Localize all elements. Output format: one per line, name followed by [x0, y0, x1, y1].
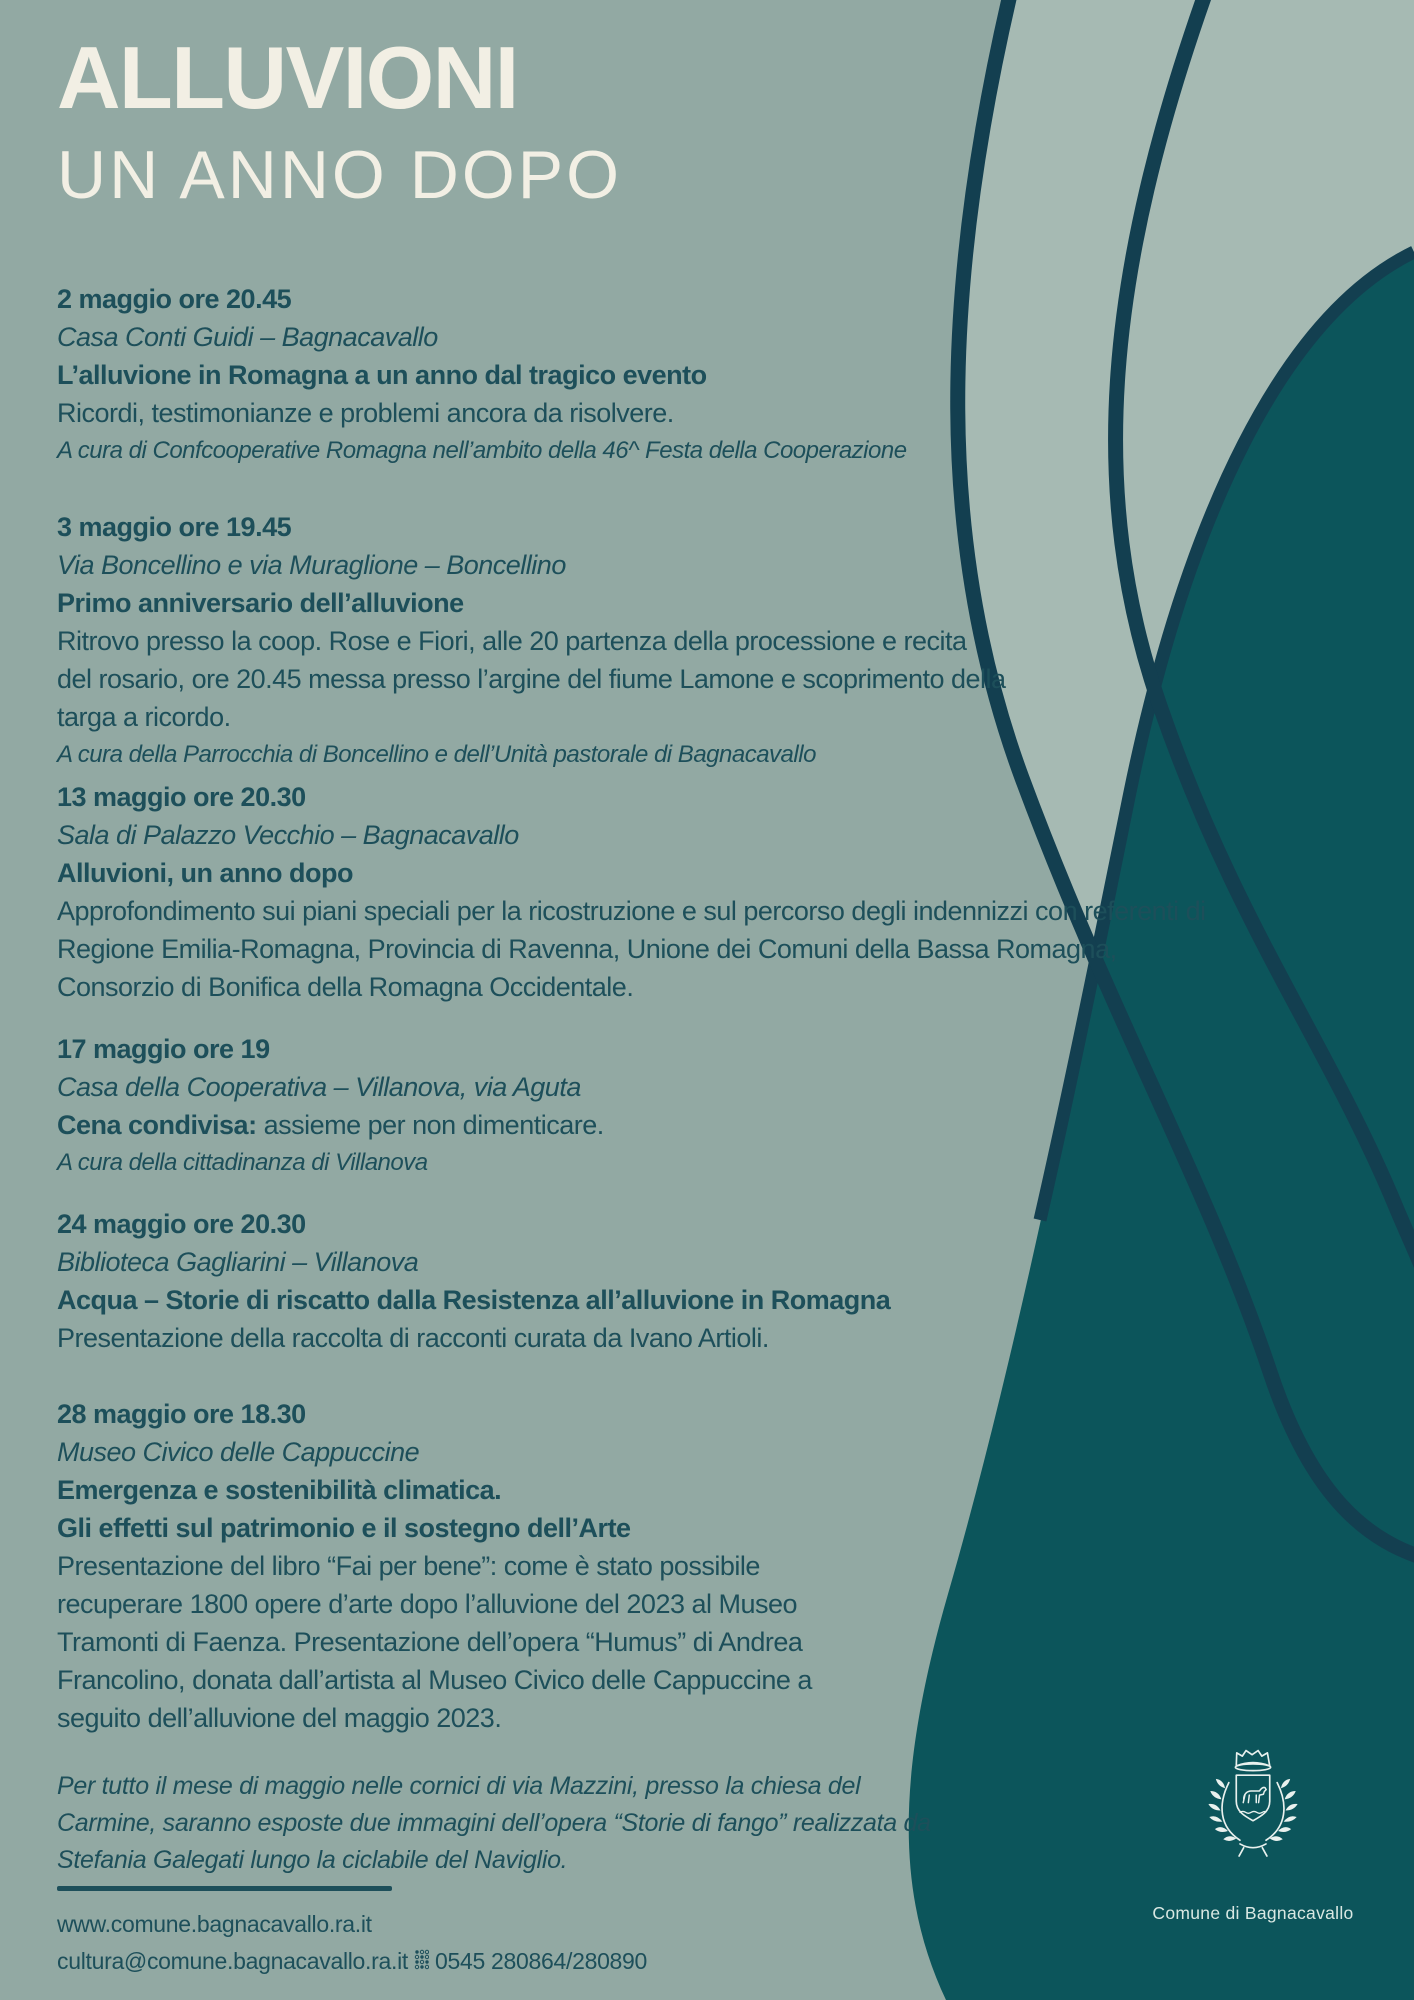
- event-curator: A cura della Parrocchia di Boncellino e dell’Unità pastorale di Bagnacavallo: [57, 741, 816, 768]
- event-curator: A cura della cittadinanza di Villanova: [57, 1149, 428, 1176]
- event-date: 3 maggio ore 19.45: [57, 512, 292, 542]
- event-venue: Museo Civico delle Cappuccine: [57, 1437, 420, 1467]
- water-waves: [1240, 1811, 1266, 1813]
- event-title: Primo anniversario dell’alluvione: [57, 588, 464, 618]
- poster-subtitle: UN ANNO DOPO: [57, 137, 622, 213]
- event-block-5: [57, 1205, 890, 1357]
- event-date: 28 maggio ore 18.30: [57, 1399, 306, 1429]
- event-description: Ricordi, testimonianze e problemi ancora da risolvere.: [57, 398, 674, 428]
- event-title-line2: Gli effetti sul patrimonio e il sostegno dell’Arte: [57, 1513, 631, 1543]
- event-title: Alluvioni, un anno dopo: [57, 858, 353, 888]
- phone-keypad-icon: [414, 1944, 429, 1981]
- event-title-rest: assieme per non dimenticare.: [256, 1110, 604, 1140]
- comune-crest-logo: [1185, 1738, 1321, 1896]
- event-block-2: [57, 508, 1007, 774]
- poster-title: ALLUVIONI: [57, 28, 518, 127]
- event-title: Cena condivisa: assieme per non dimenticare.: [57, 1110, 604, 1140]
- footer-contact-row: [57, 1943, 647, 1980]
- event-venue: Casa Conti Guidi – Bagnacavallo: [57, 322, 438, 352]
- event-title: Emergenza e sostenibilità climatica.: [57, 1475, 502, 1505]
- shield-icon: [1236, 1775, 1269, 1821]
- event-date: 2 maggio ore 20.45: [57, 284, 292, 314]
- footer-phone: 0545 280864/280890: [434, 1948, 648, 1974]
- exhibition-note: Per tutto il mese di maggio nelle cornici di via Mazzini, presso la chiesa del Carmine, saranno esposte due immagini dell’opera “Storie di fango” realizzata da Stefania Galegati lungo la ciclabile del Naviglio.: [57, 1772, 931, 1874]
- event-description: Ritrovo presso la coop. Rose e Fiori, alle 20 partenza della processione e recita del rosario, ore 20.45 messa presso l’argine del fiume Lamone e scoprimento della targa a ricordo.: [57, 626, 1006, 732]
- event-date: 24 maggio ore 20.30: [57, 1209, 306, 1239]
- event-description: Presentazione della raccolta di racconti curata da Ivano Artioli.: [57, 1323, 769, 1353]
- event-venue: Via Boncellino e via Muraglione – Boncellino: [57, 550, 566, 580]
- event-title: L’alluvione in Romagna a un anno dal tragico evento: [57, 360, 707, 390]
- footer-email: cultura@comune.bagnacavallo.ra.it: [57, 1948, 408, 1974]
- event-venue: Biblioteca Gagliarini – Villanova: [57, 1247, 419, 1277]
- event-block-4: [57, 1030, 604, 1182]
- footer-website: www.comune.bagnacavallo.ra.it: [57, 1911, 372, 1937]
- event-title: Acqua – Storie di riscatto dalla Resistenza all’alluvione in Romagna: [57, 1285, 891, 1315]
- footer: [57, 1906, 647, 1980]
- event-date: 17 maggio ore 19: [57, 1034, 270, 1064]
- event-description: Presentazione del libro “Fai per bene”: come è stato possibile recuperare 1800 opere d’arte dopo l’alluvione del 2023 al Museo Tramonti di Faenza. Presentazione dell’opera “Humus” di Andrea Francolino, donata dall’artista al Museo Civico delle Cappuccine a seguito dell’alluvione del maggio 2023.: [57, 1551, 812, 1733]
- event-curator: A cura di Confcooperative Romagna nell’ambito della 46^ Festa della Cooperazione: [57, 437, 907, 464]
- crest-caption: Comune di Bagnacavallo: [1152, 1903, 1354, 1923]
- event-venue: Casa della Cooperativa – Villanova, via Aguta: [57, 1072, 581, 1102]
- event-block-1: [57, 280, 907, 470]
- horse-icon: [1243, 1787, 1266, 1802]
- event-block-3: [57, 778, 1227, 1006]
- event-date: 13 maggio ore 20.30: [57, 782, 306, 812]
- event-block-6: [57, 1395, 887, 1737]
- event-description: Approfondimento sui piani speciali per la ricostruzione e sul percorso degli indennizzi con referenti di Regione Emilia-Romagna, Provincia di Ravenna, Unione dei Comuni della Bassa Romagna, Consorzio di Bonifica della Romagna Occidentale.: [57, 896, 1206, 1002]
- ribbon-bow: [1239, 1844, 1267, 1856]
- event-venue: Sala di Palazzo Vecchio – Bagnacavallo: [57, 820, 519, 850]
- footer-divider: [57, 1886, 392, 1891]
